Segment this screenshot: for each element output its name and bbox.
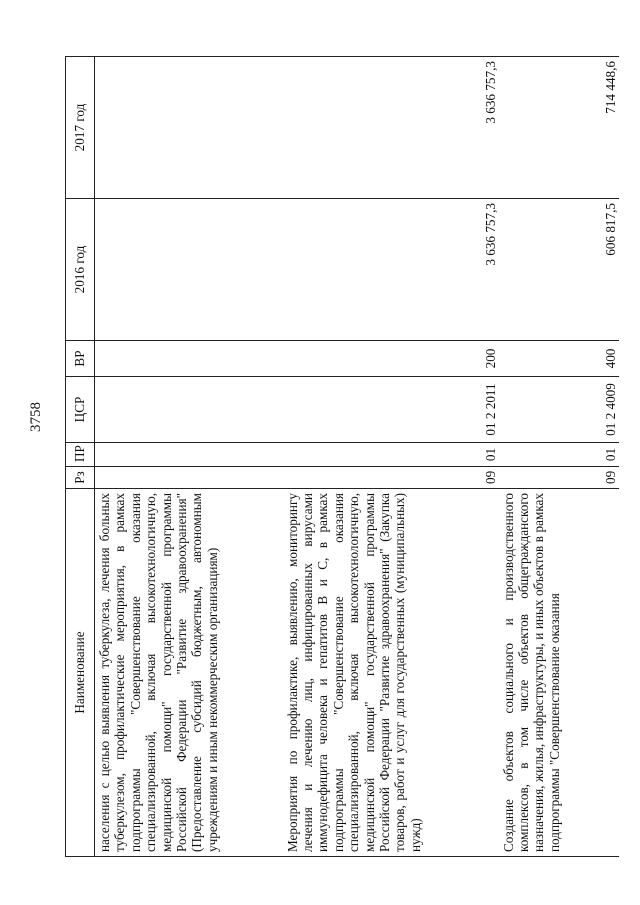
row-vr: 400 (499, 341, 619, 377)
row-pr (95, 443, 283, 467)
row-csr: 01 2 4009 (499, 377, 619, 443)
row-vr (95, 341, 283, 377)
page-number: 3758 (28, 402, 44, 432)
table-row (499, 57, 619, 857)
budget-table (65, 56, 619, 857)
row-name: населения с целью выявления туберкулеза, лечения больных туберкулезом, профилактические мероприятия, в рамках подпрограммы "Совершенствование оказания специализированной, включая высокотехнологичную, медицинской помощи" государственной программы Российской Федерации "Развитие здравоохранения" (Предоставление субсидий бюджетным, автономным учреждениям и иным некоммерческим организациям) (95, 489, 283, 857)
row-2017 (95, 57, 283, 199)
header-rz: Рз (66, 467, 95, 489)
rotated-document-page (65, 57, 620, 857)
header-name: Наименование (66, 489, 95, 857)
row-2017: 714 448,6 (499, 57, 619, 199)
row-rz: 09 (499, 467, 619, 489)
row-vr: 200 (283, 341, 499, 377)
header-pr: ПР (66, 443, 95, 467)
header-2017: 2017 год (66, 57, 95, 199)
row-2016 (95, 199, 283, 341)
row-csr (95, 377, 283, 443)
row-csr: 01 2 2011 (283, 377, 499, 443)
row-pr: 01 (499, 443, 619, 467)
table-row (283, 57, 499, 857)
row-name: Мероприятия по профилактике, выявлению, мониторингу лечения и лечению лиц, инфицированных вирусами иммунодефицита человека и гепатитов В и С, в рамках подпрограммы "Совершенствование оказания специализированной, включая высокотехнологичную, медицинской помощи" государственной программы Российской Федерации "Развитие здравоохранения" (Закупка товаров, работ и услуг для государственных (муниципальных) нужд) (283, 489, 499, 857)
header-csr: ЦСР (66, 377, 95, 443)
table-row (95, 57, 283, 857)
row-2016: 606 817,5 (499, 199, 619, 341)
row-pr: 01 (283, 443, 499, 467)
row-rz (95, 467, 283, 489)
row-2017: 3 636 757,3 (283, 57, 499, 199)
row-2016: 3 636 757,3 (283, 199, 499, 341)
header-2016: 2016 год (66, 199, 95, 341)
row-rz: 09 (283, 467, 499, 489)
row-name: Создание объектов социального и производственного комплексов, в том числе объектов общегражданского назначения, жилья, инфраструктуры, и иных объектов в рамках подпрограммы "Совершенствование оказания (499, 489, 619, 857)
table-header-row (66, 57, 95, 857)
header-vr: ВР (66, 341, 95, 377)
